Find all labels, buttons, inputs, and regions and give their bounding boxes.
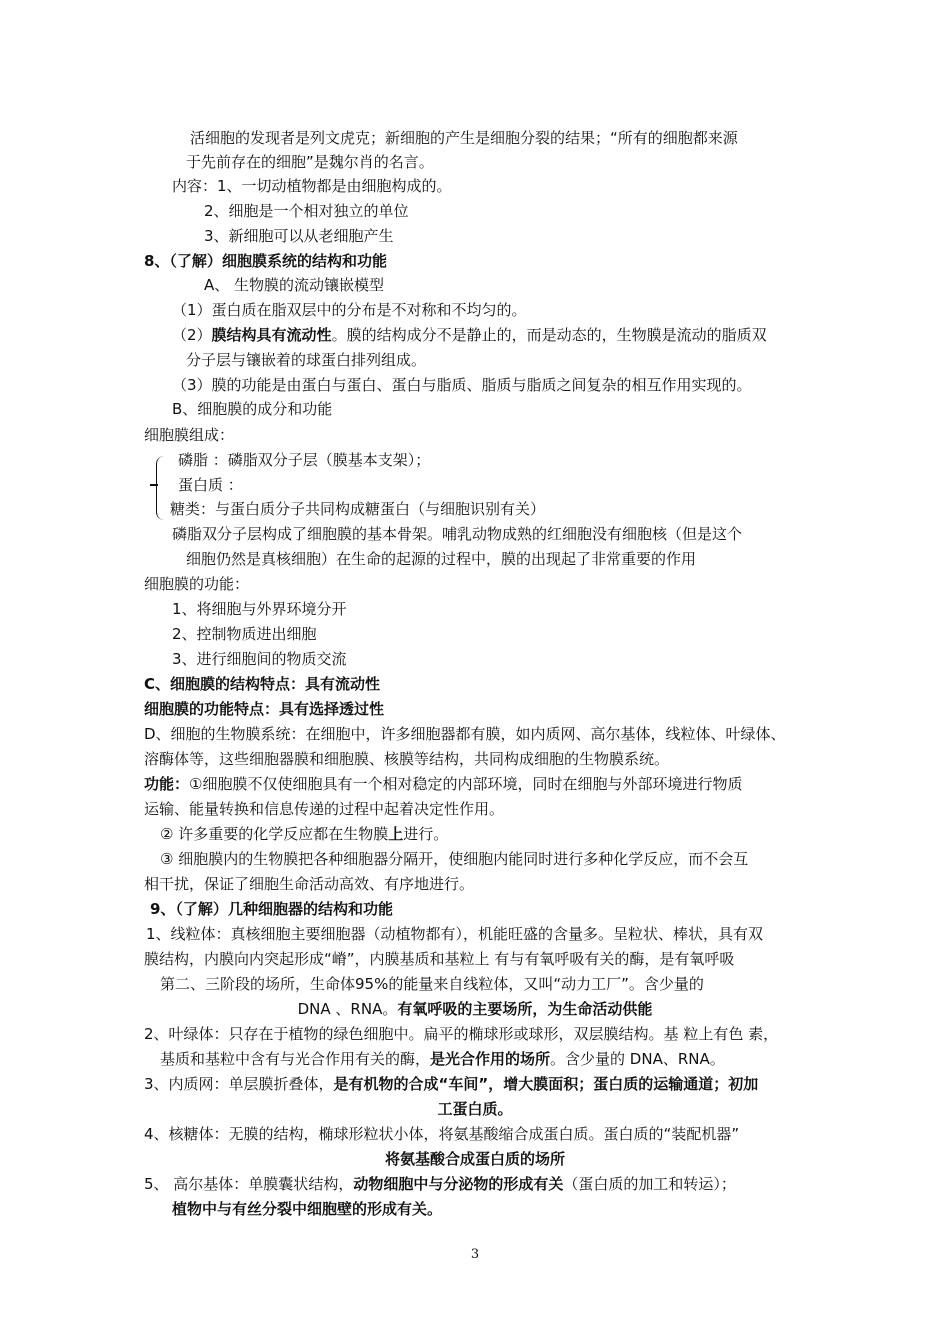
text-line: 细胞膜的功能： xyxy=(144,575,250,593)
text-line: 2、叶绿体：只存在于植物的绿色细胞中。扁平的椭球形或球形，双层膜结构。基 粒上有色 素， xyxy=(144,1025,779,1043)
bold-run: 动物细胞中与分泌物的形成有关 xyxy=(353,1175,564,1193)
bold-run: 功能： xyxy=(144,775,190,793)
text-line: 溶酶体等，这些细胞器膜和细胞膜、核膜等结构，共同构成细胞的生物膜系统。 xyxy=(144,750,670,768)
text-line: 内容：1、一切动植物都是由细胞构成的。 xyxy=(172,177,452,195)
text-line xyxy=(144,1073,758,1095)
text-line: 第二、三阶段的场所，生命体95%的能量来自线粒体，又叫“动力工厂”。含少量的 xyxy=(160,975,704,993)
text-line: 植物中与有丝分裂中细胞壁的形成有关。 xyxy=(172,1200,443,1218)
text-line: 活细胞的发现者是列文虎克；新细胞的产生是细胞分裂的结果；“所有的细胞都来源 xyxy=(190,129,738,147)
section-heading: C、细胞膜的结构特点：具有流动性 xyxy=(144,675,381,693)
text-run: 。含少量的 DNA、RNA。 xyxy=(550,1050,725,1068)
bold-run: 是有机物的合成“车间”，增大膜面积；蛋白质的运输通道；初加 xyxy=(333,1075,759,1093)
text-line: 蛋白质 ： xyxy=(178,476,243,494)
text-run: （2） xyxy=(172,326,212,344)
text-line: 运输、能量转换和信息传递的过程中起着决定性作用。 xyxy=(144,800,505,818)
text-line: 4、核糖体：无膜的结构，椭球形粒状小体，将氨基酸缩合成蛋白质。蛋白质的“装配机器” xyxy=(144,1125,740,1143)
section-heading: 9、（了解）几种细胞器的结构和功能 xyxy=(150,900,393,918)
text-run: 进行。 xyxy=(403,825,449,843)
text-line xyxy=(0,998,950,1020)
text-line: 相干扰，保证了细胞生命活动高效、有序地进行。 xyxy=(144,875,475,893)
section-heading: 细胞膜的功能特点：具有选择透过性 xyxy=(144,700,385,718)
text-run: ①细胞膜不仅使细胞具有一个相对稳定的内部环境，同时在细胞与外部环境进行物质 xyxy=(189,775,743,793)
text-line: （1）蛋白质在脂双层中的分布是不对称和不均匀的。 xyxy=(172,301,527,319)
text-line: ③ 细胞膜内的生物膜把各种细胞器分隔开，使细胞内能同时进行多种化学反应，而不会互 xyxy=(160,850,749,868)
text-line: 1、线粒体：真核细胞主要细胞器（动植物都有），机能旺盛的含量多。呈粒状、棒状，具有双 xyxy=(146,925,764,943)
page-number: 3 xyxy=(470,1247,480,1262)
text-line xyxy=(144,773,742,795)
text-line xyxy=(160,1048,725,1070)
text-run: ② 许多重要的化学反应都在生物膜 xyxy=(160,825,389,843)
curly-brace-tip xyxy=(150,484,158,486)
text-line: 磷脂双分子层构成了细胞膜的基本骨架。哺乳动物成熟的红细胞没有细胞核（但是这个 xyxy=(172,525,743,543)
text-line: 磷脂 ：磷脂双分子层（膜基本支架）； xyxy=(178,451,431,469)
bold-run: 是光合作用的场所 xyxy=(430,1050,551,1068)
text-line: A、 生物膜的流动镶嵌模型 xyxy=(204,276,385,294)
text-line: 2、细胞是一个相对独立的单位 xyxy=(204,202,409,220)
text-line: 3、新细胞可以从老细胞产生 xyxy=(204,227,394,245)
text-run: （蛋白质的加工和转运）； xyxy=(563,1175,736,1193)
text-line: 膜结构，内膜向内突起形成“嵴”，内膜基质和基粒上 有与有氧呼吸有关的酶，是有氧呼吸 xyxy=(144,950,735,968)
text-run: 。膜的结构成分不是静止的，而是动态的，生物膜是流动的脂质双 xyxy=(331,326,767,344)
text-line: B、细胞膜的成分和功能 xyxy=(172,400,333,418)
text-line: 于先前存在的细胞”是魏尔肖的名言。 xyxy=(186,153,434,171)
text-run: DNA 、RNA。 xyxy=(297,1000,398,1018)
bold-run: 膜结构具有流动性 xyxy=(211,326,332,344)
text-run: 5、 高尔基体：单膜囊状结构， xyxy=(144,1175,354,1193)
text-line: 3、进行细胞间的物质交流 xyxy=(172,650,347,668)
bold-run: 有氧呼吸的主要场所，为生命活动供能 xyxy=(397,1000,653,1018)
text-line: 1、将细胞与外界环境分开 xyxy=(172,600,347,618)
text-line: 细胞仍然是真核细胞）在生命的起源的过程中，膜的出现起了非常重要的作用 xyxy=(186,550,697,568)
text-line: 分子层与镶嵌着的球蛋白排列组成。 xyxy=(186,351,427,369)
text-line: 2、控制物质进出细胞 xyxy=(172,625,317,643)
text-line: 工蛋白质。 xyxy=(437,1100,513,1118)
section-heading: 8、（了解）细胞膜系统的结构和功能 xyxy=(144,252,387,270)
bold-run: 上 xyxy=(388,825,404,843)
text-line xyxy=(144,1173,736,1195)
text-line: 糖类：与蛋白质分子共同构成糖蛋白（与细胞识别有关） xyxy=(170,500,546,518)
text-line: 细胞膜组成： xyxy=(144,426,235,444)
text-line: 将氨基酸合成蛋白质的场所 xyxy=(384,1150,565,1168)
text-line xyxy=(160,823,448,845)
curly-brace xyxy=(156,456,169,520)
text-run: 基质和基粒中含有与光合作用有关的酶， xyxy=(160,1050,431,1068)
text-run: 3、内质网：单层膜折叠体， xyxy=(144,1075,334,1093)
text-line: D、细胞的生物膜系统：在细胞中，许多细胞器都有膜，如内质网、高尔基体，线粒体、叶绿体、 xyxy=(144,725,786,743)
text-line xyxy=(172,324,767,346)
text-line: （3）膜的功能是由蛋白与蛋白、蛋白与脂质、脂质与脂质之间复杂的相互作用实现的。 xyxy=(172,376,752,394)
